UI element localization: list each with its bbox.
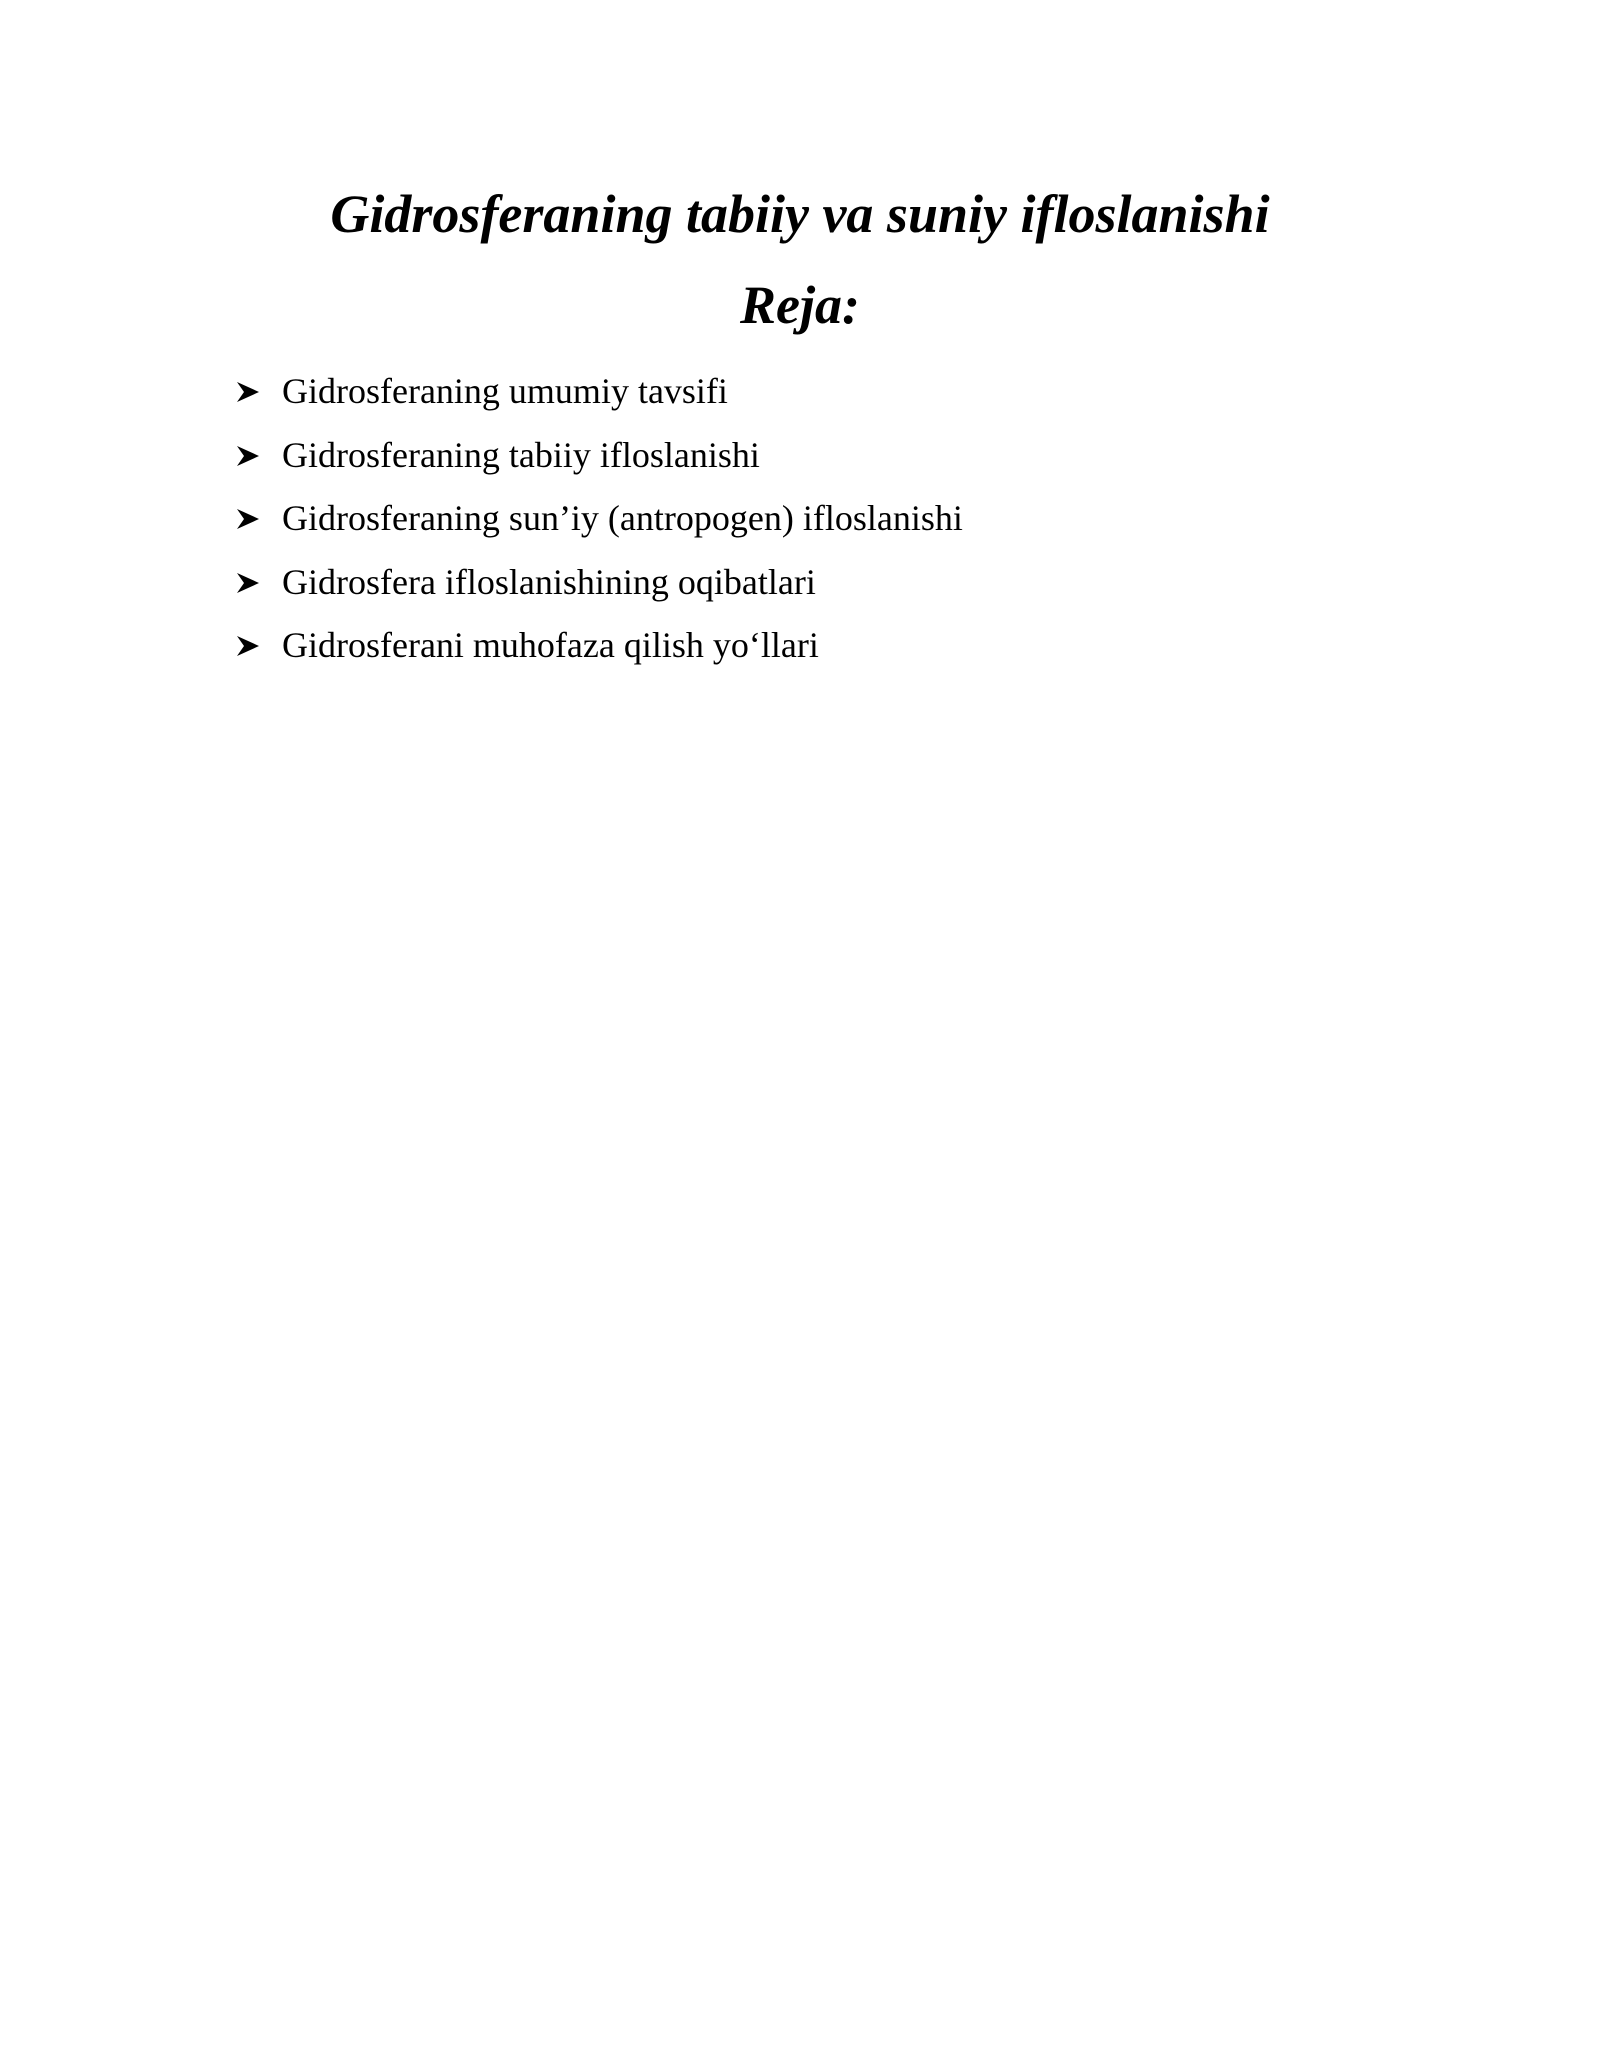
arrowhead-bullet-icon — [236, 381, 260, 403]
plan-item-label: Gidrosferaning umumiy tavsifi — [282, 371, 728, 411]
document-title: Gidrosferaning tabiiy va suniy ifloslanishi — [330, 184, 1270, 244]
arrowhead-bullet-icon — [236, 635, 260, 657]
plan-item-label: Gidrosfera ifloslanishining oqibatlari — [282, 561, 816, 602]
plan-item-label: Gidrosferaning tabiiy ifloslanishi — [282, 434, 760, 475]
arrowhead-bullet-icon — [236, 445, 260, 467]
plan-heading: Reja: — [740, 275, 860, 335]
arrowhead-bullet-icon — [236, 572, 260, 594]
plan-item-label: Gidrosferani muhofaza qilish yo‘llari — [282, 625, 819, 665]
arrowhead-bullet-icon — [236, 508, 260, 530]
plan-item-label: Gidrosferaning sun’iy (antropogen) ifloslanishi — [282, 498, 963, 538]
